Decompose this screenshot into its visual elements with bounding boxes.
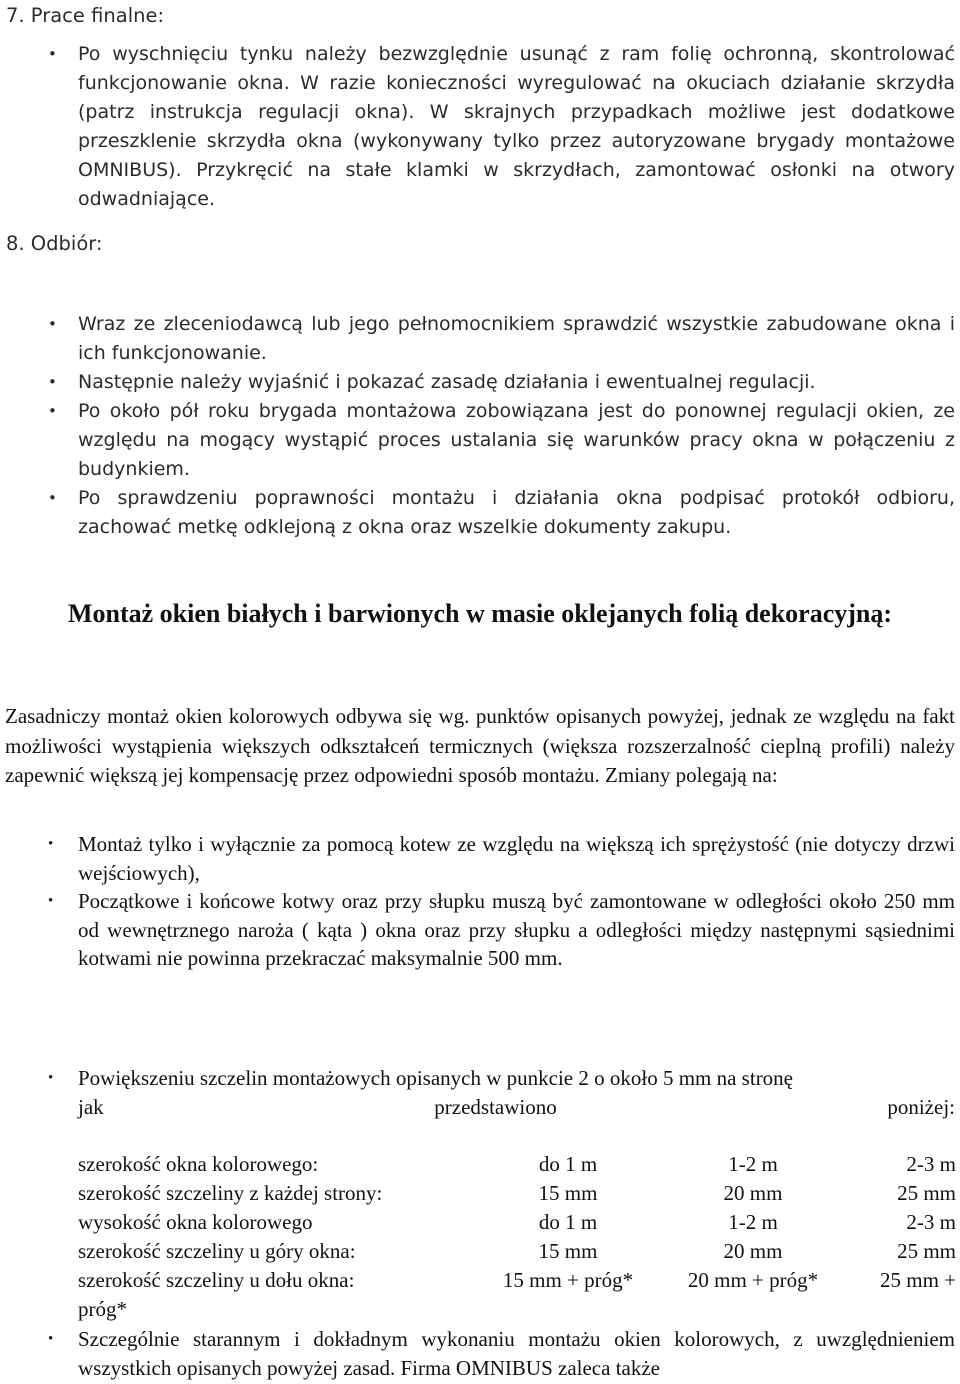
- table-cell: szerokość szczeliny z każdej strony:: [78, 1181, 383, 1205]
- bullet-icon: •: [48, 489, 57, 507]
- bullet-icon: •: [48, 1070, 54, 1086]
- bullet-icon: •: [48, 1331, 54, 1347]
- list-item-text: Wraz ze zleceniodawcą lub jego pełnomocnikiem sprawdzić wszystkie zabudowane okna i ich funkcjonowanie.: [78, 313, 955, 364]
- table-row: [78, 1208, 956, 1237]
- table-cell: wysokość okna kolorowego: [78, 1210, 313, 1234]
- list-item: [0, 40, 960, 214]
- table-cell: 20 mm + próg*: [687, 1268, 819, 1292]
- section-7-heading: 7. Prace finalne:: [6, 4, 165, 27]
- section-title: Montaż okien białych i barwionych w masie oklejanych folią dekoracyjną:: [67, 599, 893, 628]
- final-list: [0, 1325, 960, 1382]
- word: jak: [78, 1094, 104, 1119]
- table-cell: 2-3 m: [906, 1152, 956, 1176]
- gap-list: [0, 1064, 960, 1121]
- list-item-text: Początkowe i końcowe kotwy oraz przy słupku muszą być zamontowane w odległości około 250 mm od wewnętrznego naroża ( kąta ) okna oraz przy słupku a odległości między następnymi sąsiednimi kotwami nie powinna przekraczać maksymalnie 500 mm.: [78, 889, 955, 970]
- word: poniżej:: [887, 1094, 955, 1119]
- table-cell: 15 mm: [538, 1239, 598, 1263]
- bullet-icon: •: [48, 315, 57, 333]
- table-row: [78, 1150, 956, 1179]
- list-item: [0, 830, 960, 887]
- bullet-icon: •: [48, 893, 54, 909]
- table-cell: 20 mm: [723, 1239, 783, 1263]
- gap-size-table: [78, 1150, 956, 1295]
- table-row: [78, 1179, 956, 1208]
- list-item: [0, 368, 960, 397]
- list-item-text: Powiększeniu szczelin montażowych opisanych w punkcie 2 o około 5 mm na stronę: [78, 1066, 794, 1090]
- list-item: [0, 887, 960, 973]
- table-cell: 25 mm: [897, 1239, 956, 1263]
- table-cell: 1-2 m: [728, 1152, 778, 1176]
- list-item-text: Po około pół roku brygada montażowa zobowiązana jest do ponownej regulacji okien, ze względu na mogący wystąpić proces ustalania się warunków pracy okna w połączeniu z budynkiem.: [78, 400, 955, 480]
- intro-paragraph: Zasadniczy montaż okien kolorowych odbywa się wg. punktów opisanych powyżej, jednak ze względu na fakt możliwości wystąpienia większych odkształceń termicznych (większa rozszerzalność cieplną profili) należy zapewnić większą jej kompensację przez odpowiedni sposób montażu. Zmiany polegają na:: [5, 704, 955, 787]
- table-cell: 2-3 m: [906, 1210, 956, 1234]
- table-cell: szerokość okna kolorowego:: [78, 1152, 319, 1176]
- list-item-text: Po sprawdzeniu poprawności montażu i działania okna podpisać protokół odbioru, zachować metkę odklejoną z okna oraz wszelkie dokumenty zakupu.: [78, 487, 955, 538]
- table-cell: do 1 m: [538, 1152, 598, 1176]
- bullet-icon: •: [48, 373, 57, 391]
- table-cell: szerokość szczeliny u góry okna:: [78, 1239, 356, 1263]
- table-tail-text: próg*: [78, 1297, 127, 1321]
- list-item: [0, 1325, 960, 1382]
- table-cell: szerokość szczeliny u dołu okna:: [78, 1268, 355, 1292]
- table-cell: 15 mm + próg*: [502, 1268, 634, 1292]
- bullet-icon: •: [48, 836, 54, 852]
- table-cell: do 1 m: [538, 1210, 598, 1234]
- word: przedstawiono: [434, 1094, 557, 1119]
- table-cell: 20 mm: [723, 1181, 783, 1205]
- section-8-list: [0, 310, 960, 542]
- list-item: [0, 484, 960, 542]
- bullet-icon: •: [48, 402, 57, 420]
- list-item: [0, 397, 960, 484]
- list-item-text: Montaż tylko i wyłącznie za pomocą kotew ze względu na większą ich sprężystość (nie dotyczy drzwi wejściowych),: [78, 832, 955, 885]
- bullet-icon: •: [48, 45, 57, 63]
- list-item-text: Następnie należy wyjaśnić i pokazać zasadę działania i ewentualnej regulacji.: [78, 371, 816, 393]
- list-item: [0, 310, 960, 368]
- list-item: [0, 1064, 960, 1121]
- table-cell: 25 mm: [897, 1181, 956, 1205]
- montaz-list: [0, 830, 960, 973]
- table-row: [78, 1266, 956, 1295]
- justified-line: [78, 1093, 955, 1122]
- table-row: [78, 1237, 956, 1266]
- table-cell: 15 mm: [538, 1181, 598, 1205]
- section-8-heading: 8. Odbiór:: [6, 232, 103, 255]
- list-item-text: Szczególnie starannym i dokładnym wykonaniu montażu okien kolorowych, z uwzględnieniem wszystkich opisanych powyżej zasad. Firma OMNIBUS zaleca także: [78, 1327, 955, 1380]
- list-item-text: Po wyschnięciu tynku należy bezwzględnie usunąć z ram folię ochronną, skontrolować funkcjonowanie okna. W razie konieczności wyregulować na okuciach działanie skrzydła (patrz instrukcja regulacji okna). W skrajnych przypadkach możliwe jest dodatkowe przeszklenie skrzydła okna (wykonywany tylko przez autoryzowane brygady montażowe OMNIBUS). Przykręcić na stałe klamki w skrzydłach, zamontować osłonki na otwory odwadniające.: [78, 43, 955, 210]
- section-7-list: [0, 40, 960, 214]
- table-cell: 1-2 m: [728, 1210, 778, 1234]
- table-cell: 25 mm +: [879, 1268, 956, 1292]
